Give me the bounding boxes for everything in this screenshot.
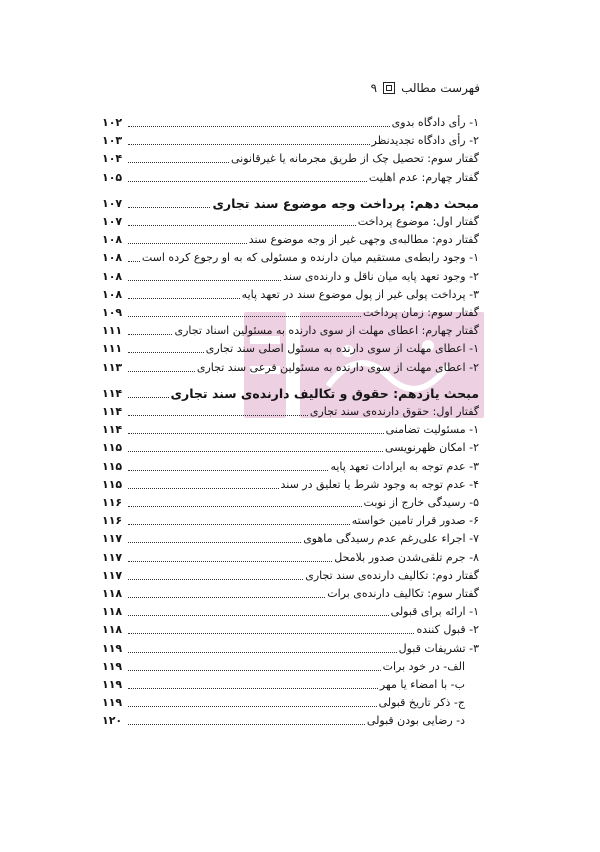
toc-dot-leader [128,488,279,489]
toc-dot-leader [128,415,308,416]
toc-dot-leader [128,261,140,262]
toc-entry-title: ۱- رأی دادگاه بدوی [391,116,479,129]
toc-entry-title: ۳- پرداخت پولی غیر از پول موضوع سند در تعهد پایه [241,287,479,301]
toc-dot-leader [128,633,414,634]
toc-dot-leader [128,243,247,244]
toc-entry-title: گفتار چهارم: عدم اهلیت [368,170,479,184]
toc-page-number: ۱۱۱ [102,324,123,338]
toc-entry [102,583,479,601]
toc-dot-leader [128,397,169,398]
header-square-icon [383,82,395,94]
toc-page-number: ۱۰۹ [102,306,123,319]
toc-page-number: ۱۰۸ [102,233,123,247]
toc-entry [102,302,479,320]
toc-entry-title: الف- در خود برات [382,659,465,673]
toc-entry-title: ۶- صدور قرار تامین خواسته [351,514,479,528]
toc-entry [102,510,479,528]
toc-entry [102,148,479,166]
toc-entry-title: ۲- وجود تعهد پایه میان ناقل و دارنده‌ی سند [283,269,479,283]
toc-page-number: ۱۱۹ [102,659,123,673]
toc-entry-title: ۵- رسیدگی خارج از نوبت [363,496,479,509]
toc-dot-leader [128,597,325,598]
toc-entry-title: گفتار دوم: مطالبه‌ی وجهی غیر از وجه موضوع سند [248,233,479,247]
toc-dot-leader [128,280,281,281]
toc-page-number: ۱۱۵ [102,441,123,455]
page-number: ۹ [370,81,378,95]
toc-dot-leader [128,334,172,335]
toc-dot-leader [128,670,381,671]
toc-entry-title: ۲- امکان ظهرنویسی [384,441,479,455]
toc-entry [102,674,479,692]
toc-entry-title: ۴- عدم توجه به وجود شرط یا تعلیق در سند [280,477,479,491]
toc-page-number: ۱۰۷ [102,196,123,210]
toc-dot-leader [128,126,390,127]
toc-dot-leader [128,433,384,434]
toc-entry-title: ۲- قبول کننده [416,623,479,637]
toc-section [102,193,479,211]
toc-dot-leader [128,542,301,543]
toc-dot-leader [128,207,210,208]
toc-page-number: ۱۱۹ [102,678,123,691]
toc-entry-title: گفتار سوم: تحصیل چک از طریق مجرمانه یا غیرقانونی [231,152,479,166]
toc-entry [102,474,479,492]
toc-page-number: ۱۱۷ [102,532,123,546]
toc-page-number: ۱۱۸ [102,605,123,619]
toc-dot-leader [128,688,378,689]
toc-entry-title: ۳- عدم توجه به ایرادات تعهد پایه [330,459,479,473]
toc-entry-title: گفتار سوم: تکالیف دارنده‌ی برات [327,587,479,600]
toc-dot-leader [128,225,356,226]
toc-entry [102,547,479,565]
toc-entry [102,229,479,247]
toc-page-number: ۱۰۸ [102,287,123,301]
toc-page-number: ۱۱۹ [102,641,123,655]
toc-dot-leader [128,298,240,299]
toc-entry-title: ۲- رأی دادگاه تجدیدنظر [371,134,479,148]
toc-entry [102,692,479,710]
toc-entry [102,357,479,375]
toc-page-number: ۱۰۸ [102,269,123,283]
toc-entry-title: ۲- اعطای مهلت از سوی دارنده به مسئولین فرعی سند تجاری [196,360,479,374]
toc-entry-title: د- رضایی بودن قبولی [366,714,465,728]
toc-entry [102,419,479,437]
toc-entry-title: ۳- تشریفات قبول [398,641,479,655]
toc-page-number: ۱۱۶ [102,496,123,509]
toc-entry [102,338,479,356]
toc-dot-leader [128,706,377,707]
toc-page-number: ۱۱۷ [102,550,123,564]
toc-dot-leader [128,162,229,163]
toc-entry-title: ب- با امضاء یا مهر [379,678,465,691]
toc-dot-leader [128,352,204,353]
toc-entry [102,247,479,265]
toc-page-number: ۱۱۴ [102,405,123,418]
toc-entry-title: گفتار اول: حقوق دارنده‌ی سند تجاری [309,405,479,418]
toc-page-number: ۱۱۱ [102,342,123,356]
toc-dot-leader [128,579,303,580]
toc-page-number: ۱۱۴ [102,386,123,400]
toc-dot-leader [128,615,389,616]
toc-entry-title: مبحث دهم: پرداخت وجه موضوع سند تجاری [212,195,479,211]
toc-page-number: ۱۰۴ [102,152,123,166]
toc-entry [102,565,479,583]
toc-dot-leader [128,561,332,562]
toc-page-number: ۱۱۹ [102,696,123,710]
toc-page-number: ۱۰۸ [102,251,123,265]
toc-entry-title: ۸- جرم تلقی‌شدن صدور بلامحل [334,550,479,564]
toc-dot-leader [128,144,370,145]
toc-page-number: ۱۰۳ [102,134,123,148]
toc-entry-title: ۱- مسئولیت تضامنی [385,423,479,437]
toc-dot-leader [128,371,195,372]
toc-page-number: ۱۱۸ [102,587,123,600]
toc-dot-leader [128,181,367,182]
toc-entry [102,167,479,185]
toc-section [102,383,479,401]
toc-entry-title: گفتار چهارم: اعطای مهلت از سوی دارنده به مسئولین اسناد تجاری [174,324,479,338]
toc-page-number: ۱۱۶ [102,514,123,528]
toc-entry [102,130,479,148]
toc-entry-title: ۱- ارائه برای قبولی [390,605,479,619]
toc-entry [102,492,479,510]
toc-page-number: ۱۰۲ [102,116,123,129]
toc-entry-title: گفتار سوم: زمان پرداخت [362,306,479,319]
toc-entry-title: گفتار دوم: تکالیف دارنده‌ی سند تجاری [305,568,479,582]
toc-page-number: ۱۲۰ [102,714,123,728]
toc-page-number: ۱۱۵ [102,477,123,491]
toc-entry [102,528,479,546]
toc-entry-title: ۱- اعطای مهلت از سوی دارنده به مسئول اصلی سند تجاری [205,342,479,356]
toc-entry [102,266,479,284]
toc-dot-leader [128,506,362,507]
toc-page-number: ۱۱۸ [102,623,123,637]
toc-page-number: ۱۱۷ [102,568,123,582]
toc-entry [102,656,479,674]
toc-entry [102,320,479,338]
toc-entry-title: ۷- اجراء علی‌رغم عدم رسیدگی ماهوی [303,532,479,546]
toc-entry [102,401,479,419]
toc-page-number: ۱۰۷ [102,215,123,228]
toc-entry [102,638,479,656]
toc-page-number: ۱۱۴ [102,423,123,437]
toc-dot-leader [128,451,383,452]
toc-entry-title: گفتار اول: موضوع پرداخت [357,215,479,228]
toc-entry [102,211,479,229]
toc-page-number: ۱۱۵ [102,459,123,473]
toc-entry [102,437,479,455]
toc-entry [102,619,479,637]
toc-dot-leader [128,470,328,471]
toc-page-number: ۱۰۵ [102,170,123,184]
header-title: فهرست مطالب [401,81,480,95]
toc-page-number: ۱۱۳ [102,360,123,374]
toc-entry-title: ج- ذکر تاریخ قبولی [378,696,465,710]
toc-entry [102,710,479,728]
toc-entry-title: مبحث یازدهم: حقوق و تکالیف دارنده‌ی سند تجاری [170,385,479,401]
toc-entry [102,112,479,130]
toc-entry-title: ۱- وجود رابطه‌ی مستقیم میان دارنده و مسئولی که به او رجوع کرده است [141,251,479,265]
page-header [371,79,480,97]
toc-dot-leader [128,316,361,317]
toc-dot-leader [128,524,350,525]
toc-entry [102,601,479,619]
toc-dot-leader [128,652,397,653]
toc-entry [102,284,479,302]
toc-entry [102,456,479,474]
toc-dot-leader [128,724,365,725]
